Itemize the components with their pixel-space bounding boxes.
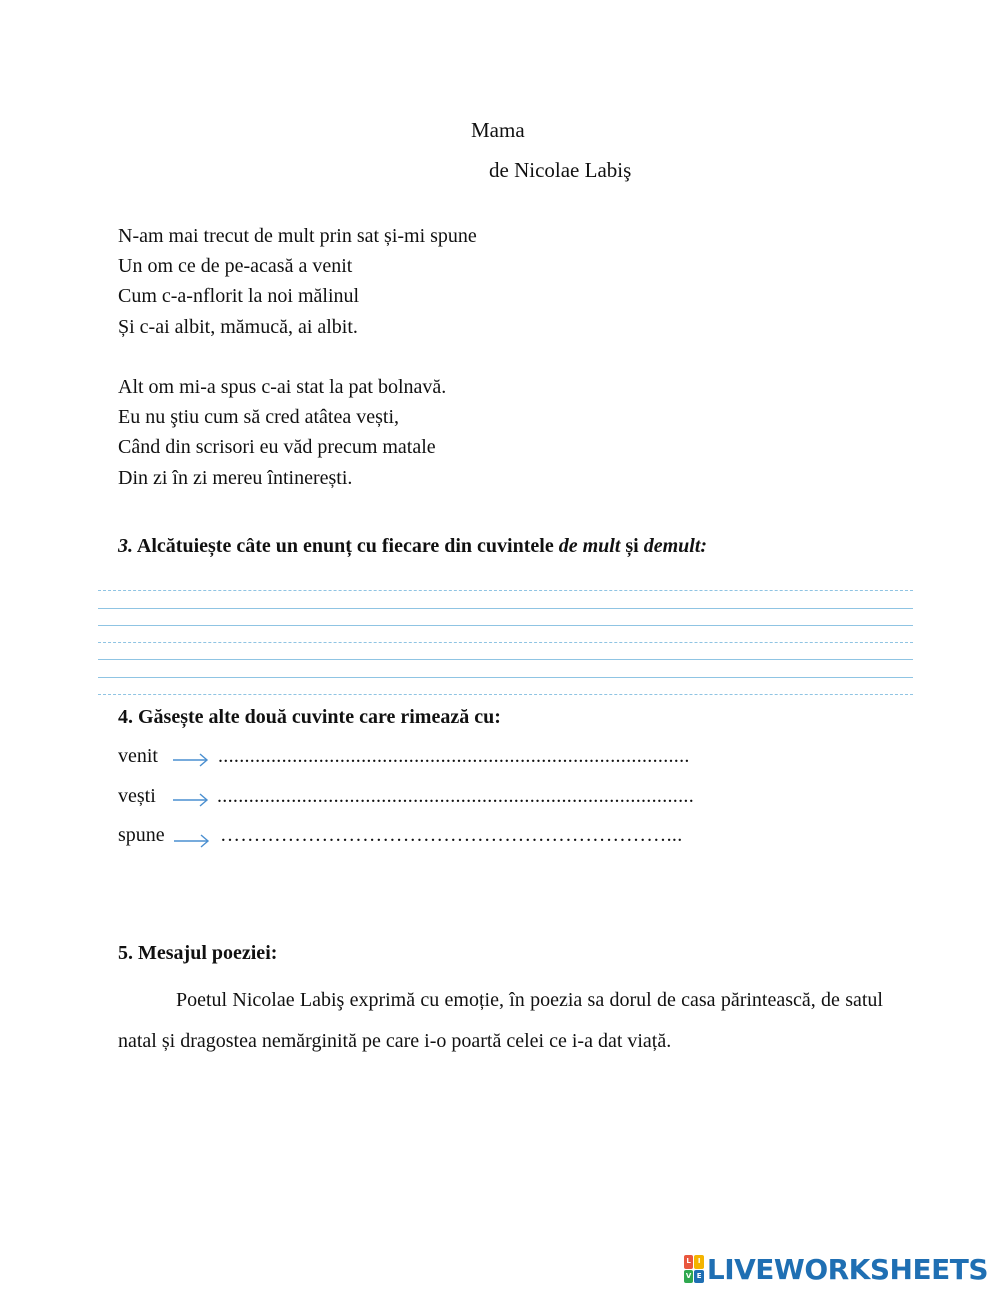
rhyme-row xyxy=(118,785,694,815)
poem-line: Un om ce de pe-acasă a venit xyxy=(118,255,353,278)
stanza-2 xyxy=(118,372,446,493)
rhyme-row xyxy=(118,824,683,854)
rhyme-word: venit xyxy=(118,745,158,767)
poem-line: Când din scrisori eu văd precum matale xyxy=(118,436,436,459)
rhyme-row xyxy=(118,745,690,775)
arrow-right-icon xyxy=(172,751,210,767)
arrow-right-icon xyxy=(172,791,210,807)
writing-line-dashed[interactable] xyxy=(98,642,913,643)
answer-blank[interactable]: .......................................................................................... xyxy=(217,785,694,807)
message-text: Poetul Nicolae Labiş exprimă cu emoție, în poezia sa dorul de casa părintească, de satul natal și dragostea nemărginită pe care i-o poartă celei ce i-a dat viață. xyxy=(118,989,883,1052)
poem-line: Și c-ai albit, mămucă, ai albit. xyxy=(118,315,358,338)
task-3-conj: și xyxy=(625,535,639,557)
message-paragraph xyxy=(118,980,883,1061)
task-4-heading: 4. Găsește alte două cuvinte care rimează cu: xyxy=(118,706,501,728)
answer-blank[interactable]: ......................................................................................... xyxy=(218,745,690,767)
poem-title: Mama xyxy=(471,118,525,142)
arrow-right-icon xyxy=(173,832,211,848)
writing-line-dashed[interactable] xyxy=(98,694,913,695)
task-3-word1: de mult xyxy=(558,535,621,557)
logo-badge-icon: L I V E xyxy=(684,1255,704,1283)
task-5-heading: 5. Mesajul poeziei: xyxy=(118,942,278,964)
poem-line: Alt om mi-a spus c-ai stat la pat bolnavă. xyxy=(118,376,447,398)
writing-line-dashed[interactable] xyxy=(98,590,913,591)
writing-line-solid[interactable] xyxy=(98,608,913,609)
task-3-word2: demult: xyxy=(643,535,708,557)
poem-line: N-am mai trecut de mult prin sat și-mi spune xyxy=(118,225,477,247)
brand-logo[interactable] xyxy=(684,1252,988,1286)
stanza-1 xyxy=(118,221,477,342)
poem-line: Eu nu ştiu cum să cred atâtea vești, xyxy=(118,406,400,429)
poem-line: Din zi în zi mereu întinerești. xyxy=(118,466,353,489)
task-3-number: 3. xyxy=(118,535,133,557)
poem-author: de Nicolae Labiş xyxy=(489,158,632,182)
brand-name: LIVEWORKSHEETS xyxy=(706,1252,988,1286)
task-3-text: Alcătuiește câte un enunț cu fiecare din cuvintele xyxy=(136,535,554,557)
rhyme-word: vești xyxy=(118,785,156,807)
rhyme-word: spune xyxy=(118,824,165,846)
answer-blank[interactable]: …………………………………………………………... xyxy=(220,824,683,846)
writing-line-solid[interactable] xyxy=(98,659,913,660)
poem-line: Cum c-a-nflorit la noi mălinul xyxy=(118,285,360,308)
writing-line-solid[interactable] xyxy=(98,677,913,678)
writing-line-solid[interactable] xyxy=(98,625,913,626)
task-3-heading xyxy=(118,535,707,558)
